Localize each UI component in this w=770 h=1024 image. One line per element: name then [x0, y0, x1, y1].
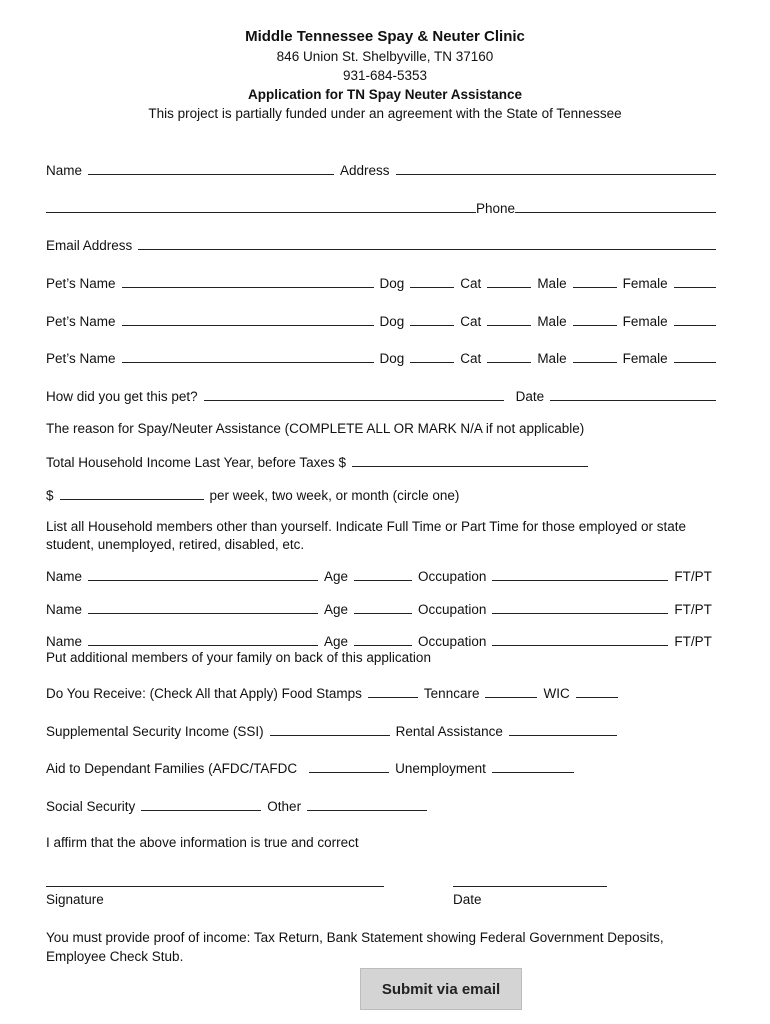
pet-source-row: [46, 387, 716, 406]
additional-members-note: Put additional members of your family on back of this application: [46, 650, 431, 665]
phone-label: Phone: [476, 201, 516, 216]
dog-field[interactable]: [410, 349, 454, 363]
cat-label: Cat: [460, 276, 482, 291]
address-line2-field[interactable]: [46, 199, 476, 213]
male-field[interactable]: [573, 274, 617, 288]
signature-date-field[interactable]: [453, 886, 607, 887]
pet-name-field[interactable]: [122, 274, 374, 288]
cat-label: Cat: [460, 314, 482, 329]
occupation-label: Occupation: [418, 634, 487, 649]
afdc-label: Aid to Dependant Families (AFDC/TAFDC: [46, 761, 298, 776]
social-security-label: Social Security: [46, 799, 136, 814]
phone-field[interactable]: [515, 199, 716, 213]
dog-label: Dog: [379, 276, 405, 291]
pet-name-field[interactable]: [122, 312, 374, 326]
female-field[interactable]: [674, 274, 716, 288]
per-period-row: [46, 486, 716, 505]
male-label: Male: [537, 276, 567, 291]
ftpt-label: FT/PT: [674, 569, 712, 584]
household-member-row: [46, 567, 716, 586]
ftpt-label: FT/PT: [674, 602, 712, 617]
age-label: Age: [324, 634, 349, 649]
unemployment-label: Unemployment: [395, 761, 486, 776]
age-label: Age: [324, 569, 349, 584]
do-you-receive-label: Do You Receive: (Check All that Apply) Food Stamps: [46, 686, 362, 701]
unemployment-field[interactable]: [492, 759, 574, 773]
tenncare-label: Tenncare: [423, 686, 480, 701]
age-field[interactable]: [354, 632, 412, 646]
occupation-field[interactable]: [492, 632, 668, 646]
pet-name-label: Pet’s Name: [46, 276, 116, 291]
address-label: Address: [340, 163, 390, 178]
member-name-field[interactable]: [88, 567, 318, 581]
wic-field[interactable]: [576, 684, 618, 698]
submit-via-email-button[interactable]: Submit via email: [360, 968, 522, 1010]
email-label: Email Address: [46, 238, 133, 253]
dog-label: Dog: [379, 314, 405, 329]
reason-text: The reason for Spay/Neuter Assistance (COMPLETE ALL OR MARK N/A if not applicable): [46, 421, 585, 436]
rental-field[interactable]: [509, 722, 617, 736]
name-address-row: [46, 161, 716, 180]
pet-row: [46, 349, 716, 368]
signature-date-label: Date: [453, 892, 482, 907]
ftpt-label: FT/PT: [674, 634, 712, 649]
age-label: Age: [324, 602, 349, 617]
funding-note: This project is partially funded under an agreement with the State of Tennessee: [148, 106, 622, 121]
member-name-label: Name: [46, 569, 83, 584]
age-field[interactable]: [354, 567, 412, 581]
occupation-field[interactable]: [492, 567, 668, 581]
income-row: [46, 453, 716, 472]
clinic-phone: 931-684-5353: [342, 68, 428, 83]
occupation-label: Occupation: [418, 569, 487, 584]
income-label: Total Household Income Last Year, before Taxes $: [46, 455, 346, 470]
member-name-field[interactable]: [88, 632, 318, 646]
benefits-row: [46, 684, 716, 703]
clinic-name: Middle Tennessee Spay & Neuter Clinic: [245, 28, 525, 45]
pet-name-field[interactable]: [122, 349, 374, 363]
member-name-label: Name: [46, 634, 83, 649]
food-stamps-field[interactable]: [368, 684, 418, 698]
email-field[interactable]: [138, 236, 716, 250]
signature-label: Signature: [46, 892, 104, 907]
pet-row: [46, 274, 716, 293]
signature-field[interactable]: [46, 886, 384, 887]
cat-field[interactable]: [487, 312, 531, 326]
male-label: Male: [537, 351, 567, 366]
pet-name-label: Pet’s Name: [46, 314, 116, 329]
rental-label: Rental Assistance: [395, 724, 503, 739]
date-label: Date: [515, 389, 545, 404]
male-field[interactable]: [573, 349, 617, 363]
dog-label: Dog: [379, 351, 405, 366]
proof-of-income-note: You must provide proof of income: Tax Return, Bank Statement showing Federal Government Deposits, Employee Check Stub.: [46, 930, 664, 964]
form-title: Application for TN Spay Neuter Assistance: [247, 87, 523, 102]
income-field[interactable]: [352, 453, 588, 467]
pet-source-field[interactable]: [204, 387, 504, 401]
dog-field[interactable]: [410, 274, 454, 288]
per-week-label: per week, two week, or month (circle one): [209, 488, 460, 503]
cat-label: Cat: [460, 351, 482, 366]
name-field[interactable]: [88, 161, 334, 175]
other-label: Other: [267, 799, 302, 814]
affirm-text: I affirm that the above information is true and correct: [46, 835, 359, 850]
ssi-row: [46, 722, 716, 741]
ssi-label: Supplemental Security Income (SSI): [46, 724, 264, 739]
male-label: Male: [537, 314, 567, 329]
social-security-field[interactable]: [141, 797, 261, 811]
female-field[interactable]: [674, 312, 716, 326]
female-label: Female: [622, 314, 668, 329]
name-label: Name: [46, 163, 83, 178]
how-get-pet-label: How did you get this pet?: [46, 389, 198, 404]
social-security-row: [46, 797, 716, 816]
address-field[interactable]: [396, 161, 716, 175]
female-label: Female: [622, 351, 668, 366]
member-name-label: Name: [46, 602, 83, 617]
household-member-row: [46, 600, 716, 619]
date-field[interactable]: [550, 387, 716, 401]
email-row: [46, 236, 716, 255]
female-field[interactable]: [674, 349, 716, 363]
ssi-field[interactable]: [270, 722, 390, 736]
tenncare-field[interactable]: [485, 684, 537, 698]
occupation-label: Occupation: [418, 602, 487, 617]
clinic-address: 846 Union St. Shelbyville, TN 37160: [276, 49, 494, 64]
address2-phone-row: [46, 199, 716, 218]
afdc-field[interactable]: [309, 759, 389, 773]
dog-field[interactable]: [410, 312, 454, 326]
pet-name-label: Pet’s Name: [46, 351, 116, 366]
female-label: Female: [622, 276, 668, 291]
pet-row: [46, 312, 716, 331]
other-field[interactable]: [307, 797, 427, 811]
male-field[interactable]: [573, 312, 617, 326]
afdc-row: [46, 759, 716, 778]
cat-field[interactable]: [487, 274, 531, 288]
cat-field[interactable]: [487, 349, 531, 363]
per-period-amount-field[interactable]: [60, 486, 204, 500]
dollar-label: $: [46, 488, 54, 503]
age-field[interactable]: [354, 600, 412, 614]
occupation-field[interactable]: [492, 600, 668, 614]
wic-label: WIC: [543, 686, 570, 701]
household-instructions: List all Household members other than yourself. Indicate Full Time or Part Time for those employed or state student, unemployed, retired, disabled, etc.: [46, 519, 687, 552]
member-name-field[interactable]: [88, 600, 318, 614]
